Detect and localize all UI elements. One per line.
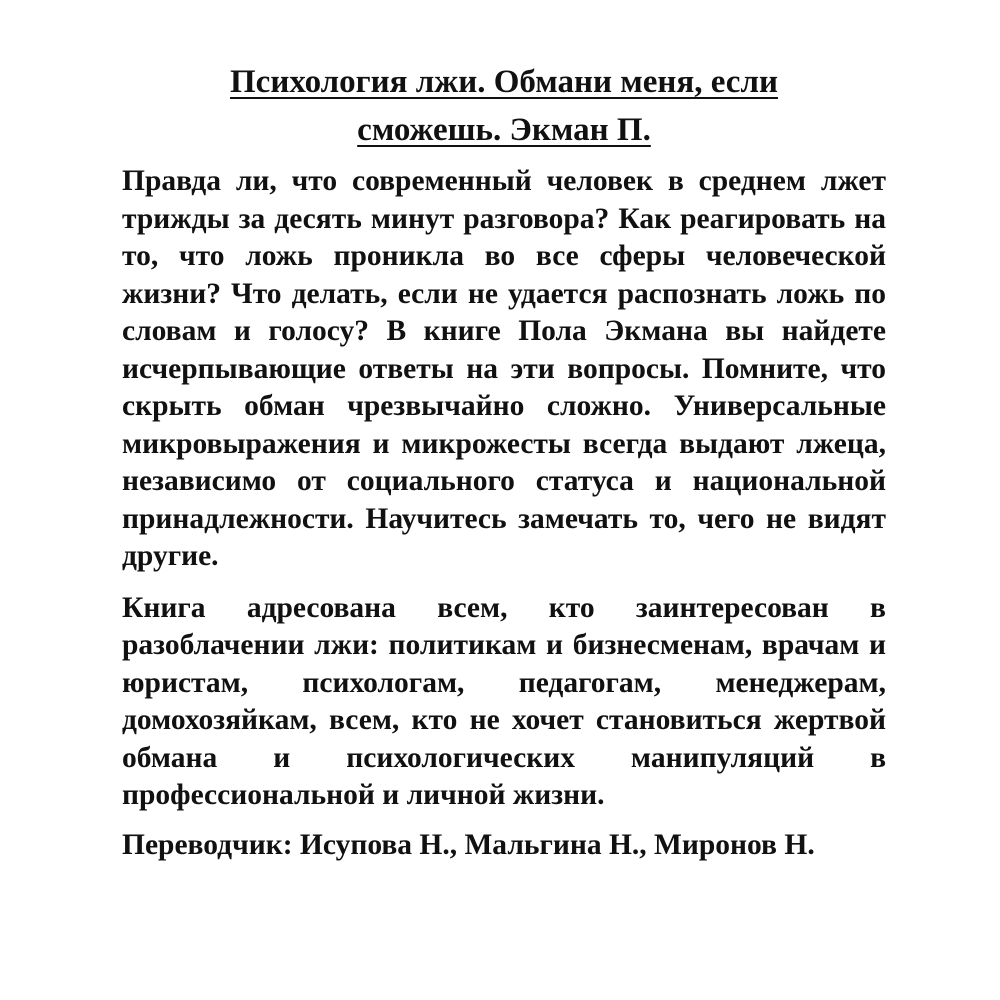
- description-paragraph: Правда ли, что современный человек в среднем лжет трижды за десять минут разговора? Как реагировать на то, что ложь проникла во все сферы человеческой жизни? Что делать, если не удается распознать ложь по словам и голосу? В книге Пола Экмана вы найдете исчерпывающие ответы на эти вопросы. Помните, что скрыть обман чрезвычайно сложно. Универсальные микровыражения и микрожесты всегда выдают лжеца, независимо от социального статуса и национальной принадлежности. Научитесь замечать то, чего не видят другие.: [122, 165, 886, 572]
- translator-line: Переводчик: Исупова Н., Мальгина Н., Миронов Н.: [122, 828, 815, 861]
- audience-paragraph: Книга адресована всем, кто заинтересован в разоблачении лжи: политикам и бизнесменам, врачам и юристам, психологам, педагогам, менеджерам, домохозяйкам, всем, кто не хочет становиться жертвой обмана и психологических манипуляций в профессиональной и личной жизни.: [122, 591, 886, 811]
- book-description-page: [122, 58, 886, 864]
- book-title: Психология лжи. Обмани меня, если сможешь. Экман П.: [230, 64, 778, 148]
